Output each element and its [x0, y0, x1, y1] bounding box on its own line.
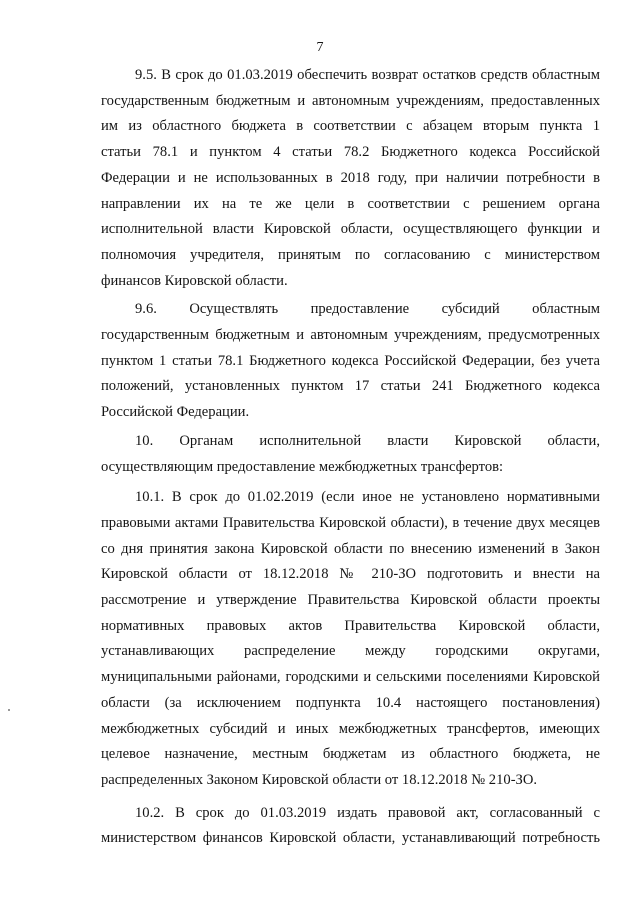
page-number: 7: [316, 40, 324, 55]
text-line: положений, установленных пунктом 17 статьи 241 Бюджетного кодекса: [101, 378, 600, 395]
text-line: статьи 78.1 и пунктом 4 статьи 78.2 Бюджетного кодекса Российской: [101, 144, 600, 161]
text-line: направлении их на те же цели в соответствии с решением органа: [101, 195, 600, 212]
text-line: Федерации и не использованных в 2018 году, при наличии потребности в: [101, 169, 600, 186]
text-line: им из областного бюджета в соответствии с абзацем вторым пункта 1: [101, 118, 600, 135]
paragraph-9-5: [101, 63, 600, 294]
scan-artifact: [8, 709, 10, 711]
text-line: пунктом 1 статьи 78.1 Бюджетного кодекса Российской Федерации, без учета: [101, 352, 600, 369]
text-line: межбюджетных субсидий и иных межбюджетных трансфертов, имеющих: [101, 720, 600, 737]
text-line: 10.2. В срок до 01.03.2019 издать правовой акт, согласованный с: [135, 804, 600, 821]
paragraph-9-6: [101, 297, 600, 426]
text-line: исполнительной власти Кировской области, осуществляющего функции и: [101, 221, 600, 238]
text-line: государственным бюджетным и автономным учреждениям, предоставленных: [101, 92, 600, 109]
text-line: Российской Федерации.: [101, 404, 250, 421]
text-line: 9.5. В срок до 01.03.2019 обеспечить возврат остатков средств областным: [135, 67, 600, 83]
text-line: рассмотрение и утверждение Правительства Кировской области проекты: [101, 592, 600, 609]
text-line: распределенных Законом Кировской области от 18.12.2018 № 210-ЗО.: [101, 771, 538, 788]
paragraph-10-1: [101, 485, 600, 793]
document-body: [101, 63, 600, 852]
text-line: министерством финансов Кировской области, устанавливающий потребность: [101, 830, 600, 847]
text-line: 10. Органам исполнительной власти Кировской области,: [135, 432, 600, 449]
text-line: государственным бюджетным и автономным учреждениям, предусмотренных: [101, 327, 600, 344]
text-line: правовыми актами Правительства Кировской области), в течение двух месяцев: [101, 514, 600, 531]
paragraph-10: [101, 429, 600, 480]
text-line: области (за исключением подпункта 10.4 настоящего постановления): [101, 694, 600, 711]
text-line: муниципальными районами, городскими и сельскими поселениями Кировской: [101, 669, 600, 686]
text-line: нормативных правовых актов Правительства Кировской области,: [101, 617, 600, 634]
text-line: устанавливающих распределение между городскими округами,: [101, 643, 600, 660]
text-line: осуществляющим предоставление межбюджетных трансфертов:: [101, 458, 504, 475]
text-line: Кировской области от 18.12.2018 № 210-ЗО подготовить и внести на: [101, 566, 600, 583]
text-line: 9.6. Осуществлять предоставление субсидий областным: [135, 301, 600, 318]
text-line: финансов Кировской области.: [101, 272, 288, 289]
text-line: со дня принятия закона Кировской области по внесению изменений в Закон: [101, 540, 600, 557]
text-line: полномочия учредителя, принятым по согласованию с министерством: [101, 246, 600, 263]
paragraph-10-2: [101, 801, 600, 852]
text-line: 10.1. В срок до 01.02.2019 (если иное не установлено нормативными: [135, 489, 600, 506]
text-line: целевое назначение, местным бюджетам из областного бюджета, не: [101, 746, 600, 763]
